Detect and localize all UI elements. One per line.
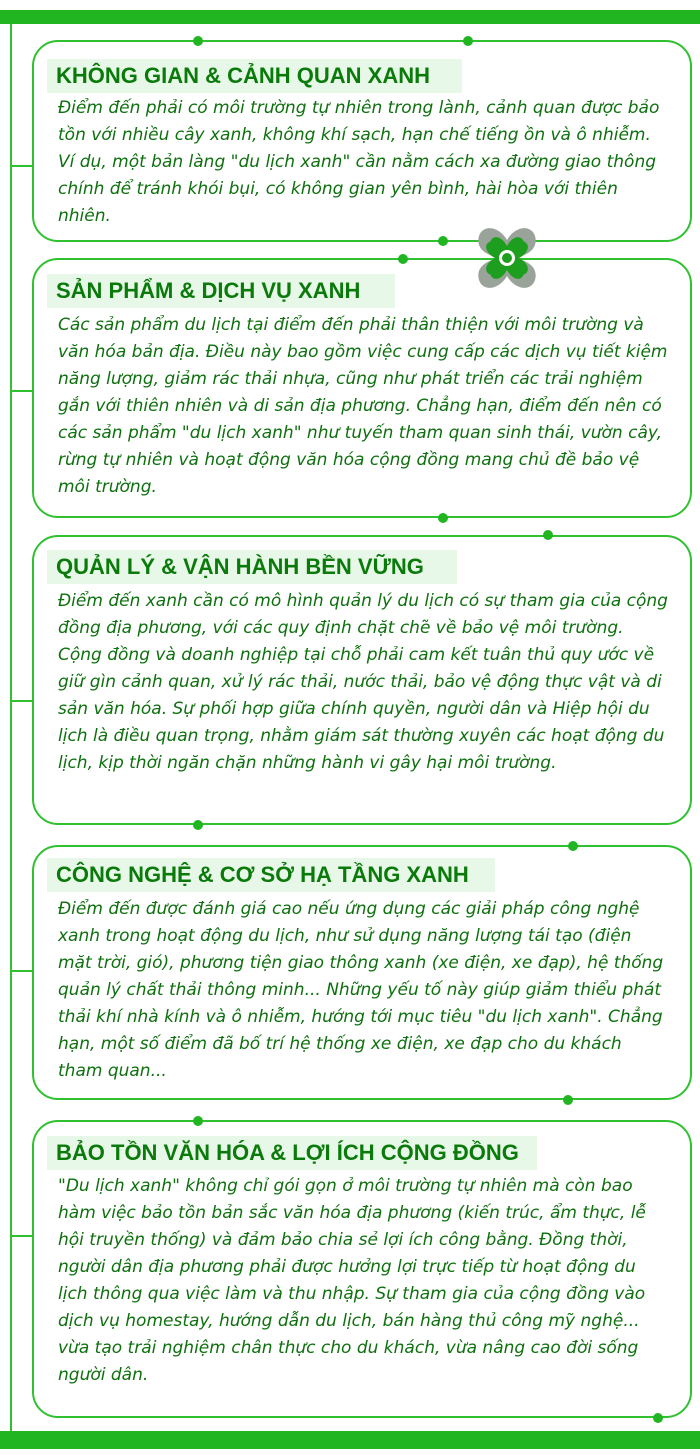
connector-dot (193, 1116, 203, 1126)
section-title-4: CÔNG NGHỆ & CƠ SỞ HẠ TẦNG XANH (56, 862, 469, 887)
connector-dot (438, 513, 448, 523)
section-title-3: QUẢN LÝ & VẬN HÀNH BỀN VỮNG (56, 554, 424, 579)
left-connector-line (10, 24, 12, 1434)
section-body-1: Điểm đến phải có môi trường tự nhiên trong lành, cảnh quan được bảo tồn với nhiều cây xanh, không khí sạch, hạn chế tiếng ồn và ô nhiễm. Ví dụ, một bản làng "du lịch xanh" cần nằm cách xa đường giao thông chính để tránh khói bụi, có không gian yên bình, hài hòa với thiên nhiên. (58, 98, 660, 226)
section-body-3: Điểm đến xanh cần có mô hình quản lý du lịch có sự tham gia của cộng đồng địa phương, với các quy định chặt chẽ về bảo vệ môi trường. Cộng đồng và doanh nghiệp tại chỗ phải cam kết tuân thủ quy ước về giữ gìn cảnh quan, xử lý rác thải, nước thải, bảo vệ động thực vật và di sản văn hóa. Sự phối hợp giữa chính quyền, người dân và Hiệp hội du lịch là điều quan trọng, nhằm giám sát thường xuyên các hoạt động du lịch, kịp thời ngăn chặn những hành vi gây hại môi trường. (58, 591, 668, 773)
connector-spur (10, 165, 34, 167)
section-body-4: Điểm đến được đánh giá cao nếu ứng dụng các giải pháp công nghệ xanh trong hoạt động du lịch, như sử dụng năng lượng tái tạo (điện mặt trời, gió), phương tiện giao thông xanh (xe điện, xe đạp), hệ thống quản lý chất thải thông minh... Những yếu tố này giúp giảm thiểu phát thải khí nhà kính và ô nhiễm, hướng tới mục tiêu "du lịch xanh". Chẳng hạn, một số điểm đã bố trí hệ thống xe điện, xe đạp cho du khách tham quan... (58, 899, 664, 1081)
connector-dot (653, 1413, 663, 1423)
bottom-bar (0, 1431, 700, 1449)
section-body-5: "Du lịch xanh" không chỉ gói gọn ở môi trường tự nhiên mà còn bao hàm việc bảo tồn bản sắc văn hóa địa phương (kiến trúc, ẩm thực, lễ hội truyền thống) và đảm bảo chia sẻ lợi ích công bằng. Đồng thời, người dân địa phương phải được hưởng lợi trực tiếp từ hoạt động du lịch thông qua việc làm và thu nhập. Sự tham gia của cộng đồng vào dịch vụ homestay, hướng dẫn du lịch, bán hàng thủ công mỹ nghệ... vừa tạo trải nghiệm chân thực cho du khách, vừa nâng cao đời sống người dân. (58, 1176, 646, 1385)
connector-dot (563, 1095, 573, 1105)
connector-dot (438, 236, 448, 246)
connector-spur (10, 700, 34, 702)
connector-spur (10, 1235, 34, 1237)
section-body-2: Các sản phẩm du lịch tại điểm đến phải thân thiện với môi trường và văn hóa bản địa. Điều này bao gồm việc cung cấp các dịch vụ tiết kiệm năng lượng, giảm rác thải nhựa, cũng như phát triển các trải nghiệm gắn với thiên nhiên và di sản địa phương. Chẳng hạn, điểm đến nên có các sản phẩm "du lịch xanh" như tuyến tham quan sinh thái, vườn cây, rừng tự nhiên và hoạt động văn hóa cộng đồng mang chủ đề bảo vệ môi trường. (58, 315, 668, 497)
connector-dot (568, 841, 578, 851)
section-title-2: SẢN PHẨM & DỊCH VỤ XANH (56, 278, 361, 303)
connector-dot (193, 820, 203, 830)
connector-dot (463, 36, 473, 46)
section-title-1: KHÔNG GIAN & CẢNH QUAN XANH (56, 63, 430, 88)
connector-dot (543, 530, 553, 540)
clover-icon (469, 220, 545, 296)
connector-spur (10, 970, 34, 972)
connector-dot (398, 254, 408, 264)
connector-spur (10, 390, 34, 392)
top-bar (0, 10, 700, 24)
section-title-5: BẢO TỒN VĂN HÓA & LỢI ÍCH CỘNG ĐỒNG (56, 1140, 519, 1165)
connector-dot (193, 36, 203, 46)
